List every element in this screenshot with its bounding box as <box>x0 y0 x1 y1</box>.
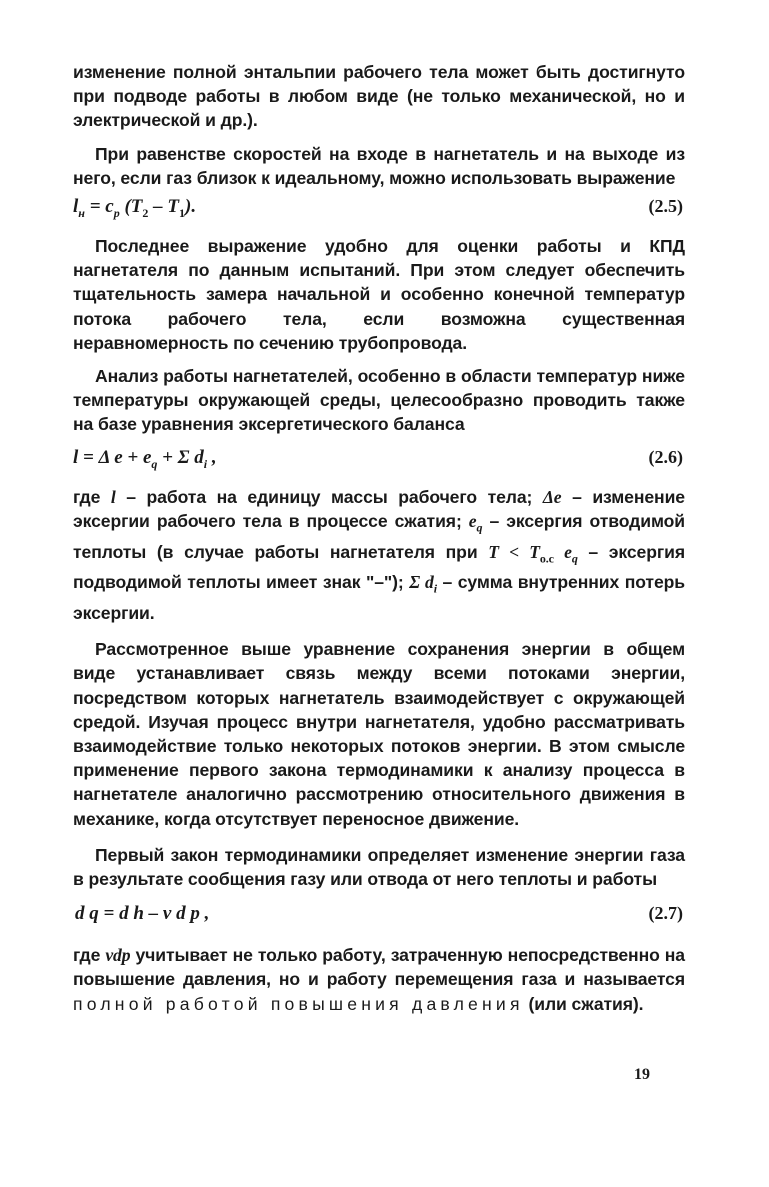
symbol-condition: $T < T_{о.с}$ $e_q$ <box>488 541 578 566</box>
paragraph-2-text: При равенстве скоростей на входе в нагнетатель и на выходе из него, если газ близок к идеальному, можно использовать выражение <box>73 143 685 188</box>
paragraph-4 <box>73 364 685 437</box>
equation-2-7-number: (2.7) <box>648 903 683 924</box>
equation-2-6 <box>73 437 685 485</box>
symbol-vdp: vdp <box>105 945 131 966</box>
paragraph-6 <box>73 637 685 831</box>
equation-2-5-formula: $l_н = c_p$ $(T_2 - T_1)$. <box>73 196 197 220</box>
paragraph-8: где vdp учитывает не только работу, затраченную непосредственно на повышение давления, но и работу перемещения газа и называется полной работой повышения давления (или сжатия). <box>73 945 685 1014</box>
paragraph-3 <box>73 234 685 355</box>
symbol-eq: $e_q$ <box>468 510 483 535</box>
paragraph-4-text: Анализ работы нагнетателей, особенно в области температур ниже температуры окружающей среды, целесообразно проводить также на базе уравнения эксергетического баланса <box>73 366 685 435</box>
symbol-delta-e: Δe <box>542 486 562 507</box>
symbol-sum-d: Σ $d_i$ <box>409 572 437 596</box>
equation-2-6-formula: l = Δ $e + e_q + \Sigma$ $d_i$ , <box>73 446 217 471</box>
equation-2-6-number: (2.6) <box>648 446 683 467</box>
emphasized-term: полной работой повышения давления <box>73 993 524 1014</box>
symbol-l: l <box>110 486 116 507</box>
paragraph-7-text: Первый закон термодинамики определяет изменение энергии газа в результате сообщения газу или отвода от него теплоты и работы <box>73 844 685 890</box>
equation-2-5-number: (2.5) <box>648 196 683 217</box>
paragraph-1: изменение полной энтальпии рабочего тела может быть достигнуто при подводе работы в любом виде (не только механической, но и электрической и др.). <box>73 62 685 131</box>
equation-2-5 <box>73 190 685 234</box>
equation-2-7-formula: d q = d h – v d p , <box>75 903 210 925</box>
paragraph-6-text: Рассмотренное выше уравнение сохранения энергии в общем виде устанавливает связь между всеми потоками энергии, посредством которых нагнетатель взаимодействует с окружающей средой. Изучая процесс внутри нагнетателя, удобно рассматривать взаимодействие только некоторых потоков энергии. В этом смысле применение первого закона термодинамики к анализу процесса в нагнетателе аналогично рассмотрению относительного движения в механике, когда отсутствует переносное движение. <box>73 639 685 829</box>
paragraph-3-text: Последнее выражение удобно для оценки работы и КПД нагнетателя по данным испытаний. При этом следует обеспечить тщательность замера начальной и особенно конечной температур потока рабочего тела, если возможна существенная неравномерность по сечению трубопровода. <box>73 236 685 353</box>
paragraph-7 <box>73 843 685 891</box>
page-number: 19 <box>634 1066 650 1083</box>
page-body <box>73 60 685 1016</box>
paragraph-2 <box>73 142 685 190</box>
paragraph-5: где l – работа на единицу массы рабочего тела; Δe – изменение эксергии рабочего тела в процессе сжатия; $e_q$ – эксергия отводимой теплоты (в случае работы нагнетателя при $T < T_{о.с}$ $e_q$ – эксергия подводимой теплоты имеет знак "–"); Σ $d_i$ – сумма внутренних потерь эксергии. <box>73 486 685 623</box>
equation-2-7 <box>73 891 685 943</box>
